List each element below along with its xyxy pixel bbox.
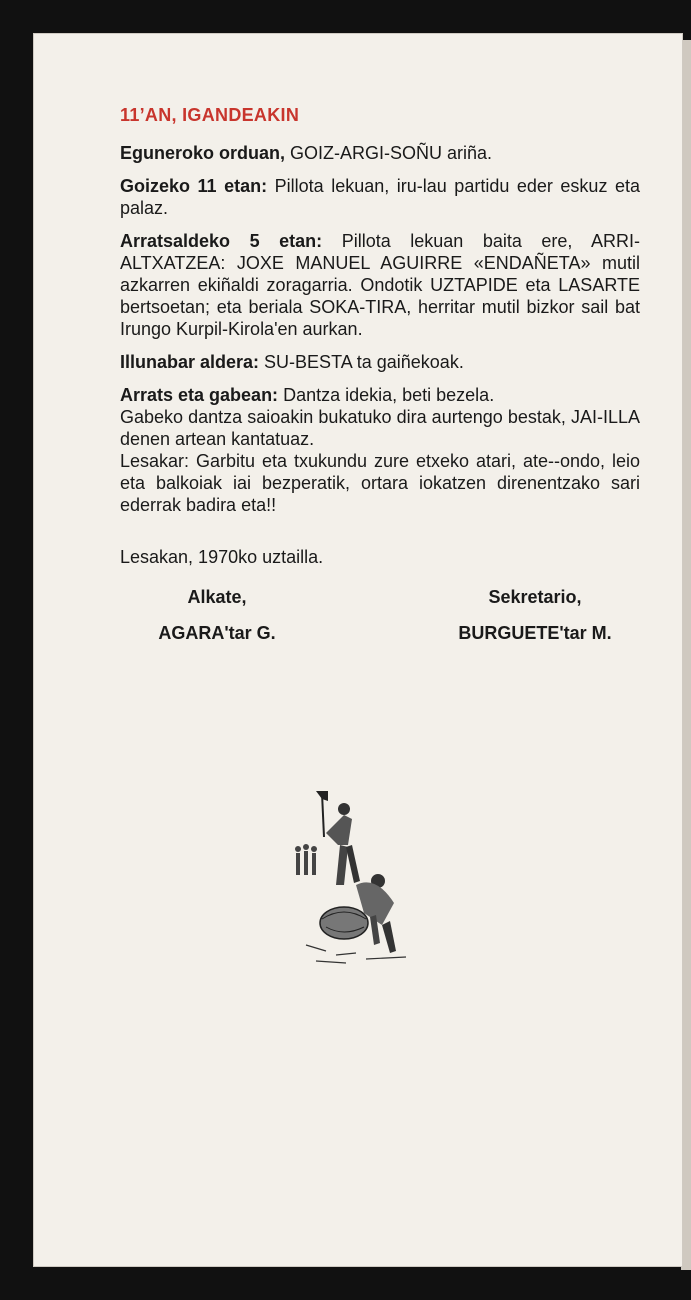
paragraph-text: Dantza idekia, beti bezela. <box>278 385 495 405</box>
document-content <box>120 104 640 656</box>
place-date: Lesakan, 1970ko uztailla. <box>120 547 324 567</box>
secretary-title: Sekretario, <box>488 587 582 607</box>
paragraph-line: Gabeko dantza saioakin bukatuko dira aurtengo bestak, JAI-ILLA denen artean kantatuaz. <box>120 407 640 449</box>
section-heading: 11’AN, IGANDEAKIN <box>120 105 300 125</box>
mayor-title: Alkate, <box>187 587 247 607</box>
signatures <box>120 586 640 656</box>
paragraph-label: Illunabar aldera: <box>120 352 260 372</box>
mayor-signature <box>142 586 292 644</box>
paragraph-label: Arratsaldeko 5 etan: <box>120 231 323 251</box>
paragraph-evening <box>120 351 640 373</box>
paragraph-morning <box>120 175 640 219</box>
paragraph-line: Lesakar: Garbitu eta txukundu zure etxeko atari, ate--ondo, leio eta balkoiak iai bezperatik, ortara iokatzen direnentzako sari ederrak badira eta!! <box>120 451 640 515</box>
secretary-name: BURGUETE'tar M. <box>458 623 612 643</box>
stone-lifting-illustration <box>286 785 421 975</box>
paragraph-morning-call <box>120 142 640 164</box>
paragraph-afternoon <box>120 230 640 340</box>
paragraph-night <box>120 384 640 516</box>
paragraph-label: Arrats eta gabean: <box>120 385 279 405</box>
paragraph-text: GOIZ-ARGI-SOÑU ariña. <box>285 143 493 163</box>
secretary-signature <box>435 586 635 644</box>
paragraph-text: SU-BESTA ta gaiñekoak. <box>259 352 464 372</box>
paragraph-label: Goizeko 11 etan: <box>120 176 268 196</box>
page-edge <box>681 40 691 1270</box>
paragraph-label: Eguneroko orduan, <box>120 143 286 163</box>
paragraph-text: Pillota lekuan, iru-lau partidu eder eskuz eta palaz. <box>120 176 640 218</box>
paragraph-text: Pillota lekuan baita ere, ARRI-ALTXATZEA: JOXE MANUEL AGUIRRE «ENDAÑETA» mutil azkarren ekiñaldi zoragarria. Ondotik UZTAPIDE eta LASARTE bertsoetan; eta beriala SOKA-TIRA, herritar mutil bizkor sail bat Irungo Kurpil-Kirola'en aurkan. <box>120 231 640 339</box>
mayor-name: AGARA'tar G. <box>158 623 276 643</box>
